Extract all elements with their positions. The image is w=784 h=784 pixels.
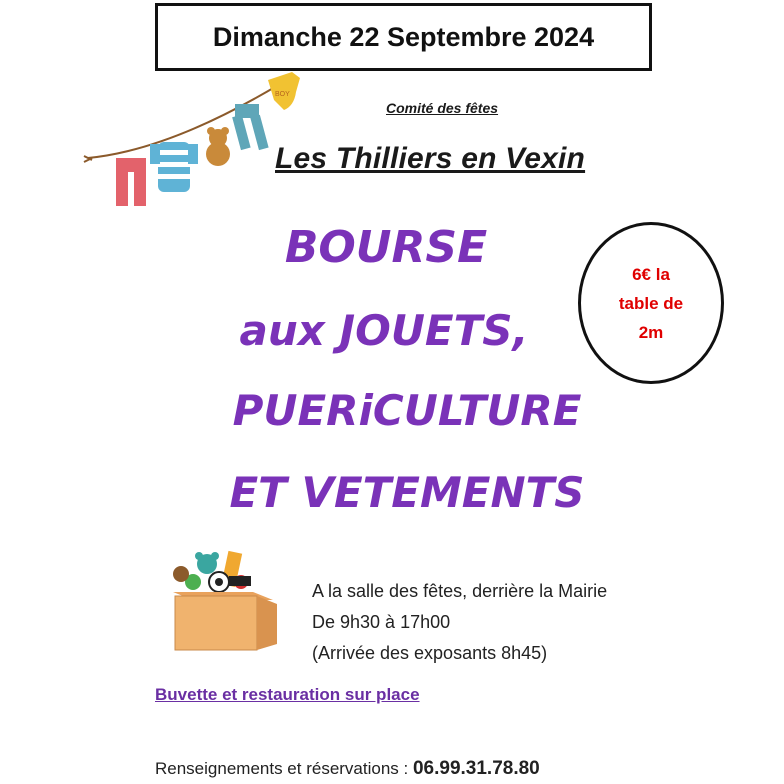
buvette-text: Buvette et restauration sur place <box>155 685 420 704</box>
organizer: Comité des fêtes <box>386 100 499 116</box>
hours-text: De 9h30 à 17h00 <box>312 612 451 632</box>
date-banner: Dimanche 22 Septembre 2024 <box>155 3 652 71</box>
toy-box-illustration <box>163 548 283 658</box>
price-line-1: 6€ la <box>632 264 670 284</box>
arrival-text: (Arrivée des exposants 8h45) <box>312 643 548 663</box>
svg-text:BOY: BOY <box>275 91 290 98</box>
contact-line <box>155 758 540 780</box>
title-line-3: PUERiCULTURE <box>232 386 582 435</box>
price-line-3: 2m <box>638 322 664 342</box>
title-line-2: aux JOUETS, <box>239 306 529 355</box>
title-line-1: BOURSE <box>284 222 488 273</box>
location-text: A la salle des fêtes, derrière la Mairie <box>312 581 608 601</box>
price-line-2: table de <box>618 293 684 313</box>
title-line-4: ET VETEMENTS <box>229 468 585 517</box>
contact-label: Renseignements et réservations : <box>155 759 413 778</box>
village-name: Les Thilliers en Vexin <box>275 142 586 175</box>
phone-number: 06.99.31.78.80 <box>412 758 540 779</box>
